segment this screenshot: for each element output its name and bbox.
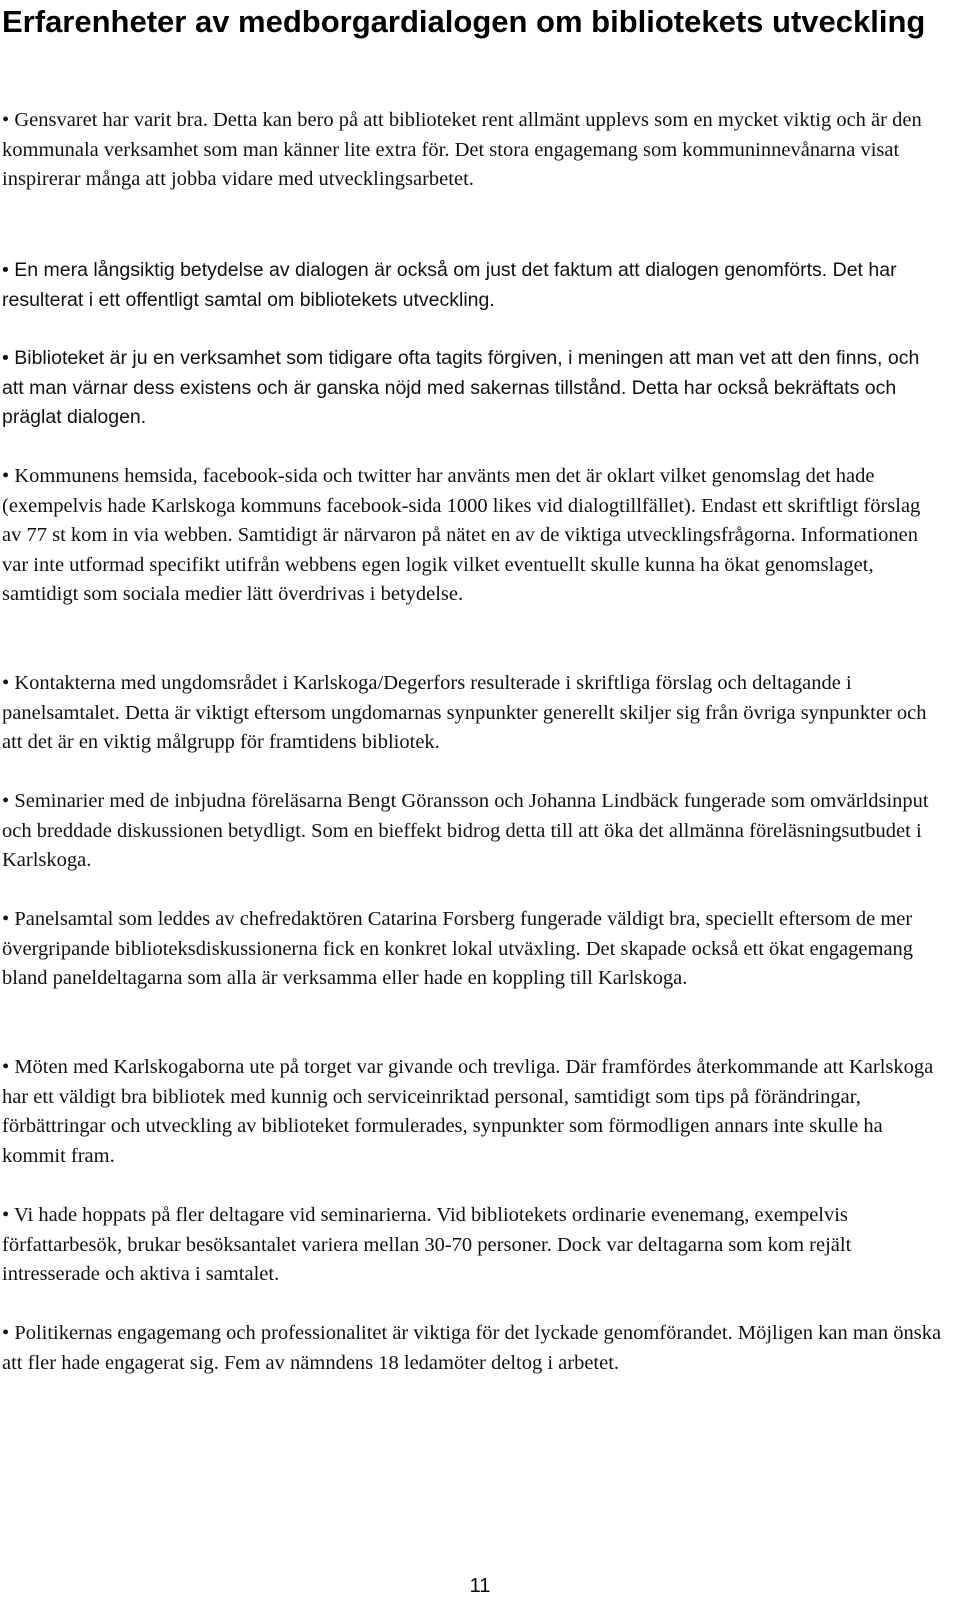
bullet-icon: • (2, 672, 10, 694)
document-title: Erfarenheter av medborgardialogen om bibliotekets utveckling (2, 4, 926, 39)
bullet-icon: • (2, 1322, 10, 1344)
paragraph-9 (2, 1201, 942, 1290)
paragraph-text: Politikernas engagemang och professionalitet är viktiga för det lyckade genomförandet. Möjligen kan man önska att fler hade engagerat sig. Fem av nämndens 18 ledamöter deltog i arbetet. (2, 1322, 942, 1374)
bullet-icon: • (2, 109, 10, 131)
paragraph-text: Seminarier med de inbjudna föreläsarna Bengt Göransson och Johanna Lindbäck fungerade som omvärldsinput och breddade diskussionen betydligt. Som en bieffekt bidrog detta till att öka det allmänna föreläsningsutbudet i Karlskoga. (2, 790, 929, 871)
paragraph-8 (2, 1053, 942, 1171)
bullet-icon: • (2, 790, 10, 812)
page-number: 11 (469, 1575, 491, 1597)
paragraph-3 (2, 344, 942, 433)
paragraph-text: Panelsamtal som leddes av chefredaktören Catarina Forsberg fungerade väldigt bra, speciellt eftersom de mer övergripande biblioteksdiskussionerna fick en konkret lokal utväxling. Det skapade också ett ökat engagemang bland paneldeltagarna som alla är verksamma eller hade en koppling till Karlskoga. (2, 908, 914, 989)
paragraph-4 (2, 462, 942, 610)
paragraph-1 (2, 106, 942, 195)
paragraph-7 (2, 905, 942, 994)
bullet-icon: • (2, 1056, 10, 1078)
paragraph-6 (2, 787, 942, 876)
paragraph-10 (2, 1319, 942, 1378)
paragraph-text: Biblioteket är ju en verksamhet som tidigare ofta tagits förgiven, i meningen att man vet att den finns, och att man värnar dess existens och är ganska nöjd med sakernas tillstånd. Detta har också bekräftats och präglat dialogen. (2, 347, 920, 428)
paragraph-text: En mera långsiktig betydelse av dialogen är också om just det faktum att dialogen genomförts. Det har resulterat i ett offentligt samtal om bibliotekets utveckling. (2, 259, 897, 311)
paragraph-text: Gensvaret har varit bra. Detta kan bero på att biblioteket rent allmänt upplevs som en mycket viktig och är den kommunala verksamhet som man känner lite extra för. Det stora engagemang som kommuninnevånarna visat inspirerar många att jobba vidare med utvecklingsarbetet. (2, 109, 922, 190)
paragraph-text: Möten med Karlskogaborna ute på torget var givande och trevliga. Där framfördes återkommande att Karlskoga har ett väldigt bra bibliotek med kunnig och serviceinriktad personal, samtidigt som tips på förändringar, förbättringar och utveckling av biblioteket formulerades, synpunkter som förmodligen annars inte skulle ha kommit fram. (2, 1056, 934, 1167)
bullet-icon: • (2, 465, 10, 487)
bullet-icon: • (2, 908, 10, 930)
paragraph-5 (2, 669, 942, 758)
paragraph-text: Vi hade hoppats på fler deltagare vid seminarierna. Vid bibliotekets ordinarie evenemang, exempelvis författarbesök, brukar besöksantalet variera mellan 30-70 personer. Dock var deltagarna som kom rejält intresserade och aktiva i samtalet. (2, 1204, 852, 1285)
bullet-icon: • (2, 1204, 10, 1226)
bullet-icon: • (2, 347, 9, 369)
paragraph-2 (2, 256, 942, 315)
paragraph-text: Kontakterna med ungdomsrådet i Karlskoga/Degerfors resulterade i skriftliga förslag och deltagande i panelsamtalet. Detta är viktigt eftersom ungdomarnas synpunkter generellt skiljer sig från övriga synpunkter och att det är en viktig målgrupp för framtidens bibliotek. (2, 672, 927, 753)
bullet-icon: • (2, 259, 9, 281)
paragraph-text: Kommunens hemsida, facebook-sida och twitter har använts men det är oklart vilket genomslag det hade (exempelvis hade Karlskoga kommuns facebook-sida 1000 likes vid dialogtillfället). Endast ett skriftligt förslag av 77 st kom in via webben. Samtidigt är närvaron på nätet en av de viktiga utvecklingsfrågorna. Informationen var inte utformad specifikt utifrån webbens egen logik vilket eventuellt skulle kunna ha ökat genomslaget, samtidigt som sociala medier lätt överdrivas i betydelse. (2, 465, 921, 605)
